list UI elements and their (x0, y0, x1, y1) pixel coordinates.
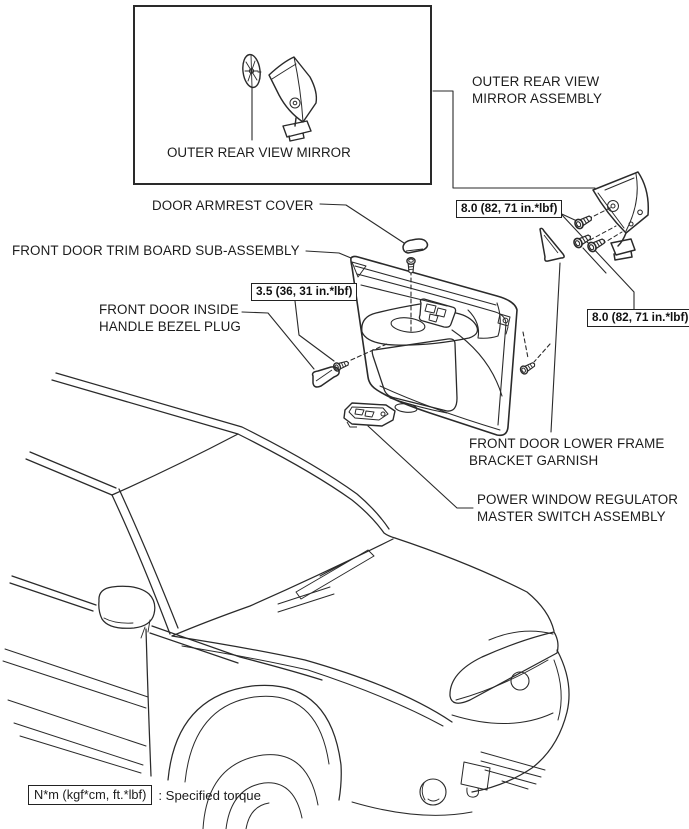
leader-torque-bezel (295, 301, 334, 361)
callout-trim-board-line1: FRONT DOOR TRIM BOARD SUB-ASSEMBLY (12, 243, 300, 258)
callout-frame-garnish (469, 435, 664, 469)
leader-master-switch (368, 426, 473, 508)
leader-armrest-cover (320, 204, 404, 243)
callout-bezel-plug-line1: FRONT DOOR INSIDE (99, 302, 239, 317)
armrest-cover-art (403, 239, 428, 253)
callout-frame-garnish-line1: FRONT DOOR LOWER FRAME (469, 436, 665, 451)
mirror-bolt-dashes (588, 207, 622, 244)
callout-mirror-assembly-line1: OUTER REAR VIEW (472, 74, 600, 89)
torque-unit-box: N*m (kgf*cm, ft.*lbf) (28, 785, 152, 805)
leader-trim-board (306, 251, 351, 258)
mirror-assembly-art (572, 172, 648, 260)
torque-legend (28, 785, 261, 805)
callout-frame-garnish-line2: BRACKET GARNISH (469, 453, 599, 468)
callout-bezel-plug (99, 301, 241, 335)
callout-master-switch (477, 491, 678, 525)
callout-master-switch-line1: POWER WINDOW REGULATOR (477, 492, 679, 507)
trim-screw-right (519, 360, 537, 375)
callout-master-switch-line2: MASTER SWITCH ASSEMBLY (477, 509, 666, 524)
leader-bezel-plug (242, 312, 314, 369)
callout-armrest-cover-line1: DOOR ARMREST COVER (152, 198, 314, 213)
window-switch-art (344, 403, 395, 427)
mirror-base-foot (611, 239, 635, 260)
torque-box-bezel-screw: 3.5 (36, 31 in.*lbf) (251, 283, 357, 301)
leader-frame-garnish (551, 263, 560, 432)
torque-legend-label: : Specified torque (158, 787, 261, 803)
callout-mirror-assembly-line2: MIRROR ASSEMBLY (472, 91, 602, 106)
callout-trim-board (12, 242, 300, 259)
garnish-art (540, 228, 564, 261)
callout-armrest-cover (152, 197, 314, 214)
callout-bezel-plug-line2: HANDLE BEZEL PLUG (99, 319, 241, 334)
bezel-plug-screw (332, 359, 349, 372)
torque-box-mirror-upper: 8.0 (82, 71 in.*lbf) (456, 200, 562, 218)
torque-box-mirror-lower: 8.0 (82, 71 in.*lbf) (587, 309, 689, 327)
callout-mirror-assembly (472, 73, 602, 107)
inset-caption: OUTER REAR VIEW MIRROR (167, 145, 351, 160)
door-panel-art (332, 256, 550, 435)
mirror-bolt-1 (573, 213, 593, 230)
